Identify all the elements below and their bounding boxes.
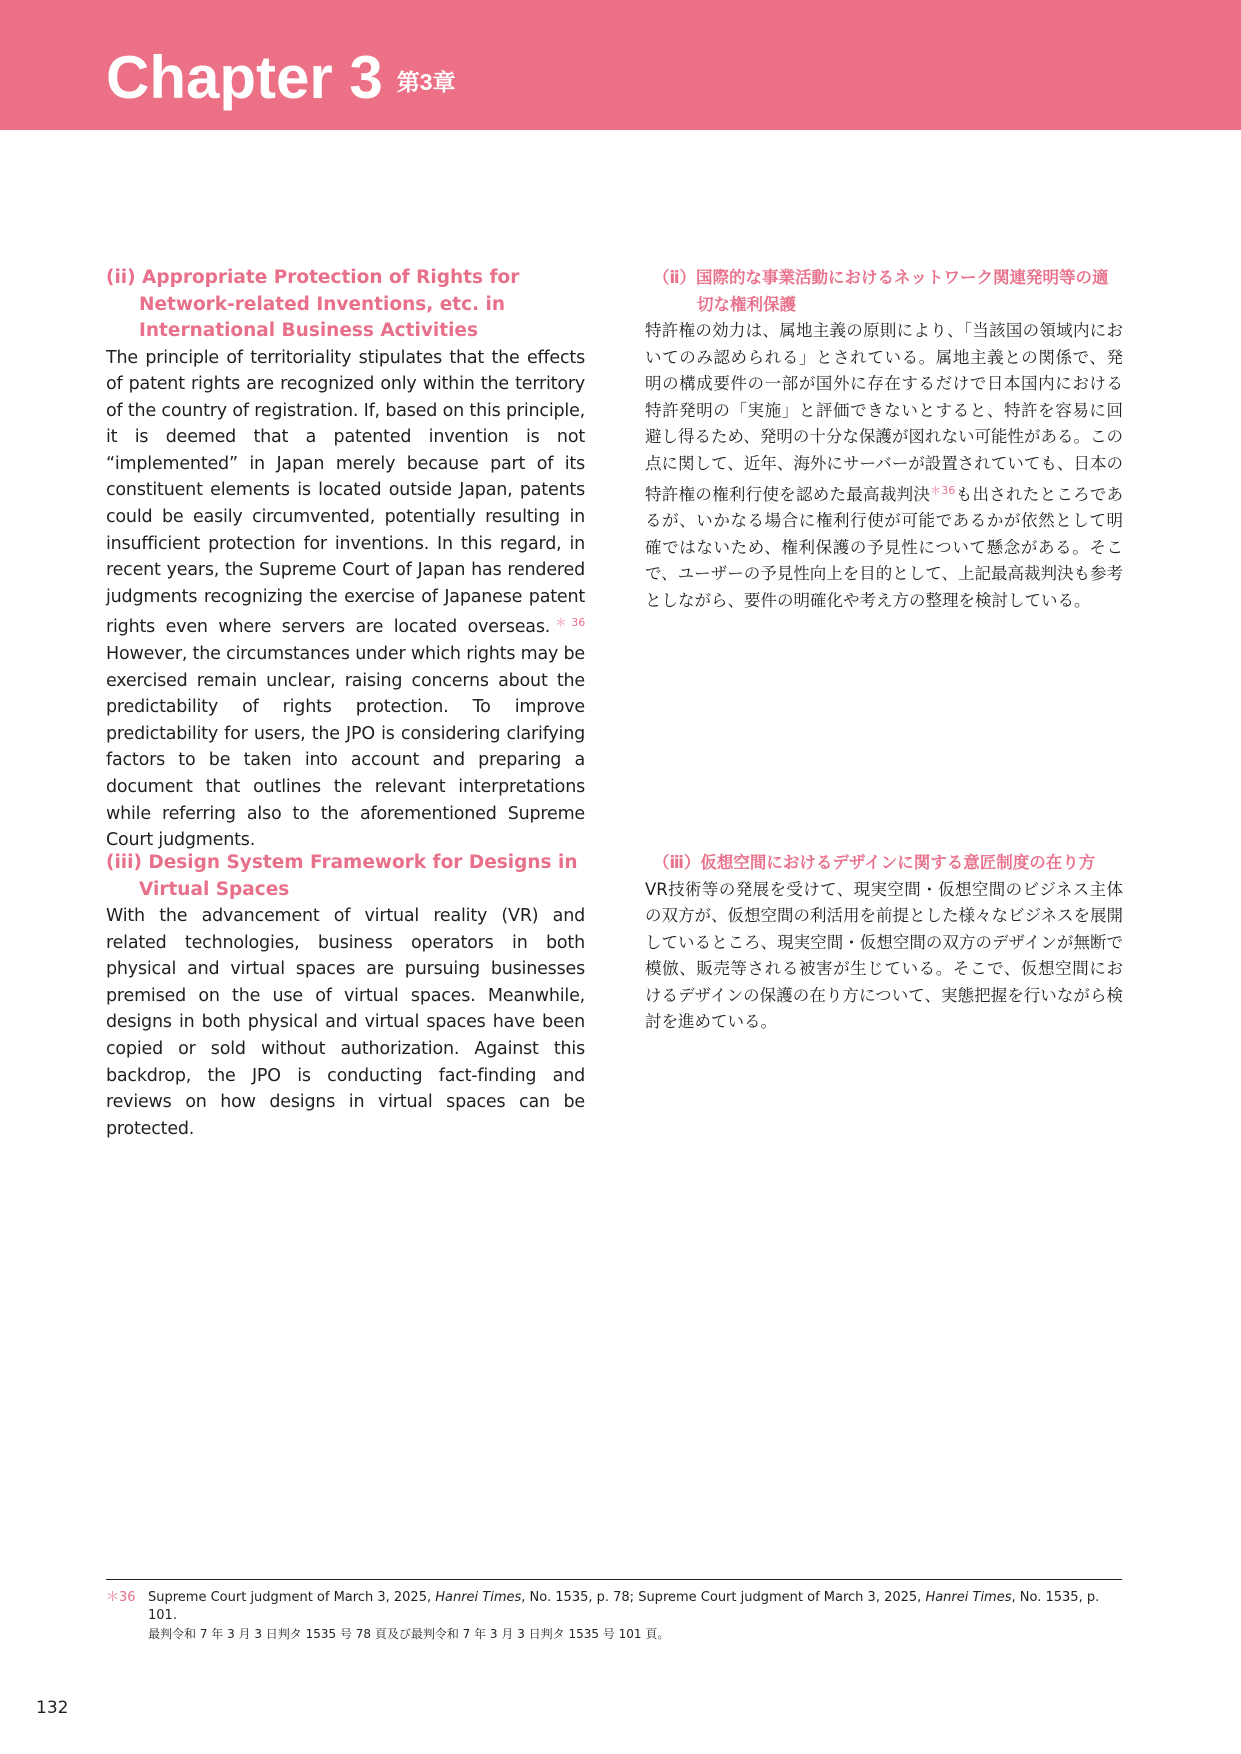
footnote-en-italic1: Hanrei Times xyxy=(435,1590,522,1605)
section-iii-en xyxy=(106,850,585,1142)
section-ii-body-en-part1: The principle of territoriality stipulates that the effects of patent rights are recognized only within the territory of the country of registration. If, based on this principle, it is deemed that a patented invention is not “implemented” in Japan merely because part of its constituent elements is located outside Japan, patents could be easily circumvented, potentially resulting in insufficient protection for inventions. In this regard, in recent years, the Supreme Court of Japan has rendered judgments recognizing the exercise of Japanese patent rights even where servers are located overseas. xyxy=(106,347,585,638)
footnote-en-part2: , No. 1535, p. 78; Supreme Court judgment of March 3, 2025, xyxy=(521,1590,926,1605)
footnote-ref-36[interactable]: ＊36 xyxy=(550,616,585,630)
footnote-ref-36-jp[interactable]: ＊36 xyxy=(930,483,956,497)
footnote-jp: 最判令和 7 年 3 月 3 日判タ 1535 号 78 頁及び最判令和 7 年 3 月 3 日判タ 1535 号 101 頁。 xyxy=(148,1627,670,1641)
section-ii-heading-en: (ii) Appropriate Protection of Rights for Network-related Inventions, etc. in International Business Activities xyxy=(106,267,520,341)
chapter-title-jp: 第3章 xyxy=(396,69,456,95)
footnote-mark: ＊36 xyxy=(106,1590,136,1605)
footnote-36 xyxy=(106,1589,1122,1643)
section-ii-body-jp-part1: 特許権の効力は、属地主義の原則により、「当該国の領域内においてのみ認められる」とされている。属地主義との関係で、発明の構成要件の一部が国外に存在するだけで日本国内における特許発明の「実施」と評価できないとすると、特許を容易に回避し得るため、発明の十分な保護が図れない可能性がある。この点に関して、近年、海外にサーバーが設置されていても、日本の特許権の権利行使を認めた最高裁判決 xyxy=(645,321,1123,504)
section-ii-heading-jp: （ⅱ）国際的な事業活動におけるネットワーク関連発明等の適切な権利保護 xyxy=(653,268,1109,314)
section-iii-body-en: With the advancement of virtual reality (VR) and related technologies, business operators in both physical and virtual spaces are pursuing businesses premised on the use of virtual spaces. Meanwhile, designs in both physical and virtual spaces have been copied or sold without authorization. Against this backdrop, the JPO is conducting fact-finding and reviews on how designs in virtual spaces can be protected. xyxy=(106,906,585,1139)
chapter-header-band xyxy=(0,0,1241,130)
section-ii-en xyxy=(106,265,585,854)
chapter-title xyxy=(106,38,456,122)
footnote-en-part1: Supreme Court judgment of March 3, 2025, xyxy=(148,1590,436,1605)
section-iii-body-jp: VR技術等の発展を受けて、現実空間・仮想空間のビジネス主体の双方が、仮想空間の利活用を前提とした様々なビジネスを展開しているところ、現実空間・仮想空間の双方のデザインが無断で模倣、販売等される被害が生じている。そこで、仮想空間におけるデザインの保護の在り方について、実態把握を行いながら検討を進めている。 xyxy=(645,879,1124,1032)
section-ii-body-jp xyxy=(645,318,1123,615)
section-ii-jp xyxy=(645,265,1123,615)
section-iii-heading-en: (iii) Design System Framework for Designs in Virtual Spaces xyxy=(106,852,578,900)
page-number: 132 xyxy=(36,1698,69,1718)
section-ii-body-en-part2: However, the circumstances under which rights may be exercised remain unclear, raising concerns about the predictability of rights protection. To improve predictability for users, the JPO is considering clarifying factors to be taken into account and preparing a document that outlines the relevant interpretations while referring also to the aforementioned Supreme Court judgments. xyxy=(106,644,585,851)
section-iii-jp xyxy=(645,850,1123,1036)
footnote-en-part3: , No. 1535, p. 101. xyxy=(148,1590,1100,1623)
footnote-en-italic2: Hanrei Times xyxy=(925,1590,1012,1605)
section-iii-heading-jp: （ⅲ）仮想空間におけるデザインに関する意匠制度の在り方 xyxy=(653,853,1096,872)
footnote-divider xyxy=(106,1579,1122,1580)
chapter-title-en: Chapter 3 xyxy=(106,44,383,111)
section-ii-body-en xyxy=(106,345,585,854)
section-ii-body-jp-part2: も出されたところであるが、いかなる場合に権利行使が可能であるかが依然として明確ではないため、権利保護の予見性について懸念がある。そこで、ユーザーの予見性向上を目的として、上記最高裁判決も参考としながら、要件の明確化や考え方の整理を検討している。 xyxy=(645,484,1124,610)
footnote-en xyxy=(148,1589,1122,1625)
